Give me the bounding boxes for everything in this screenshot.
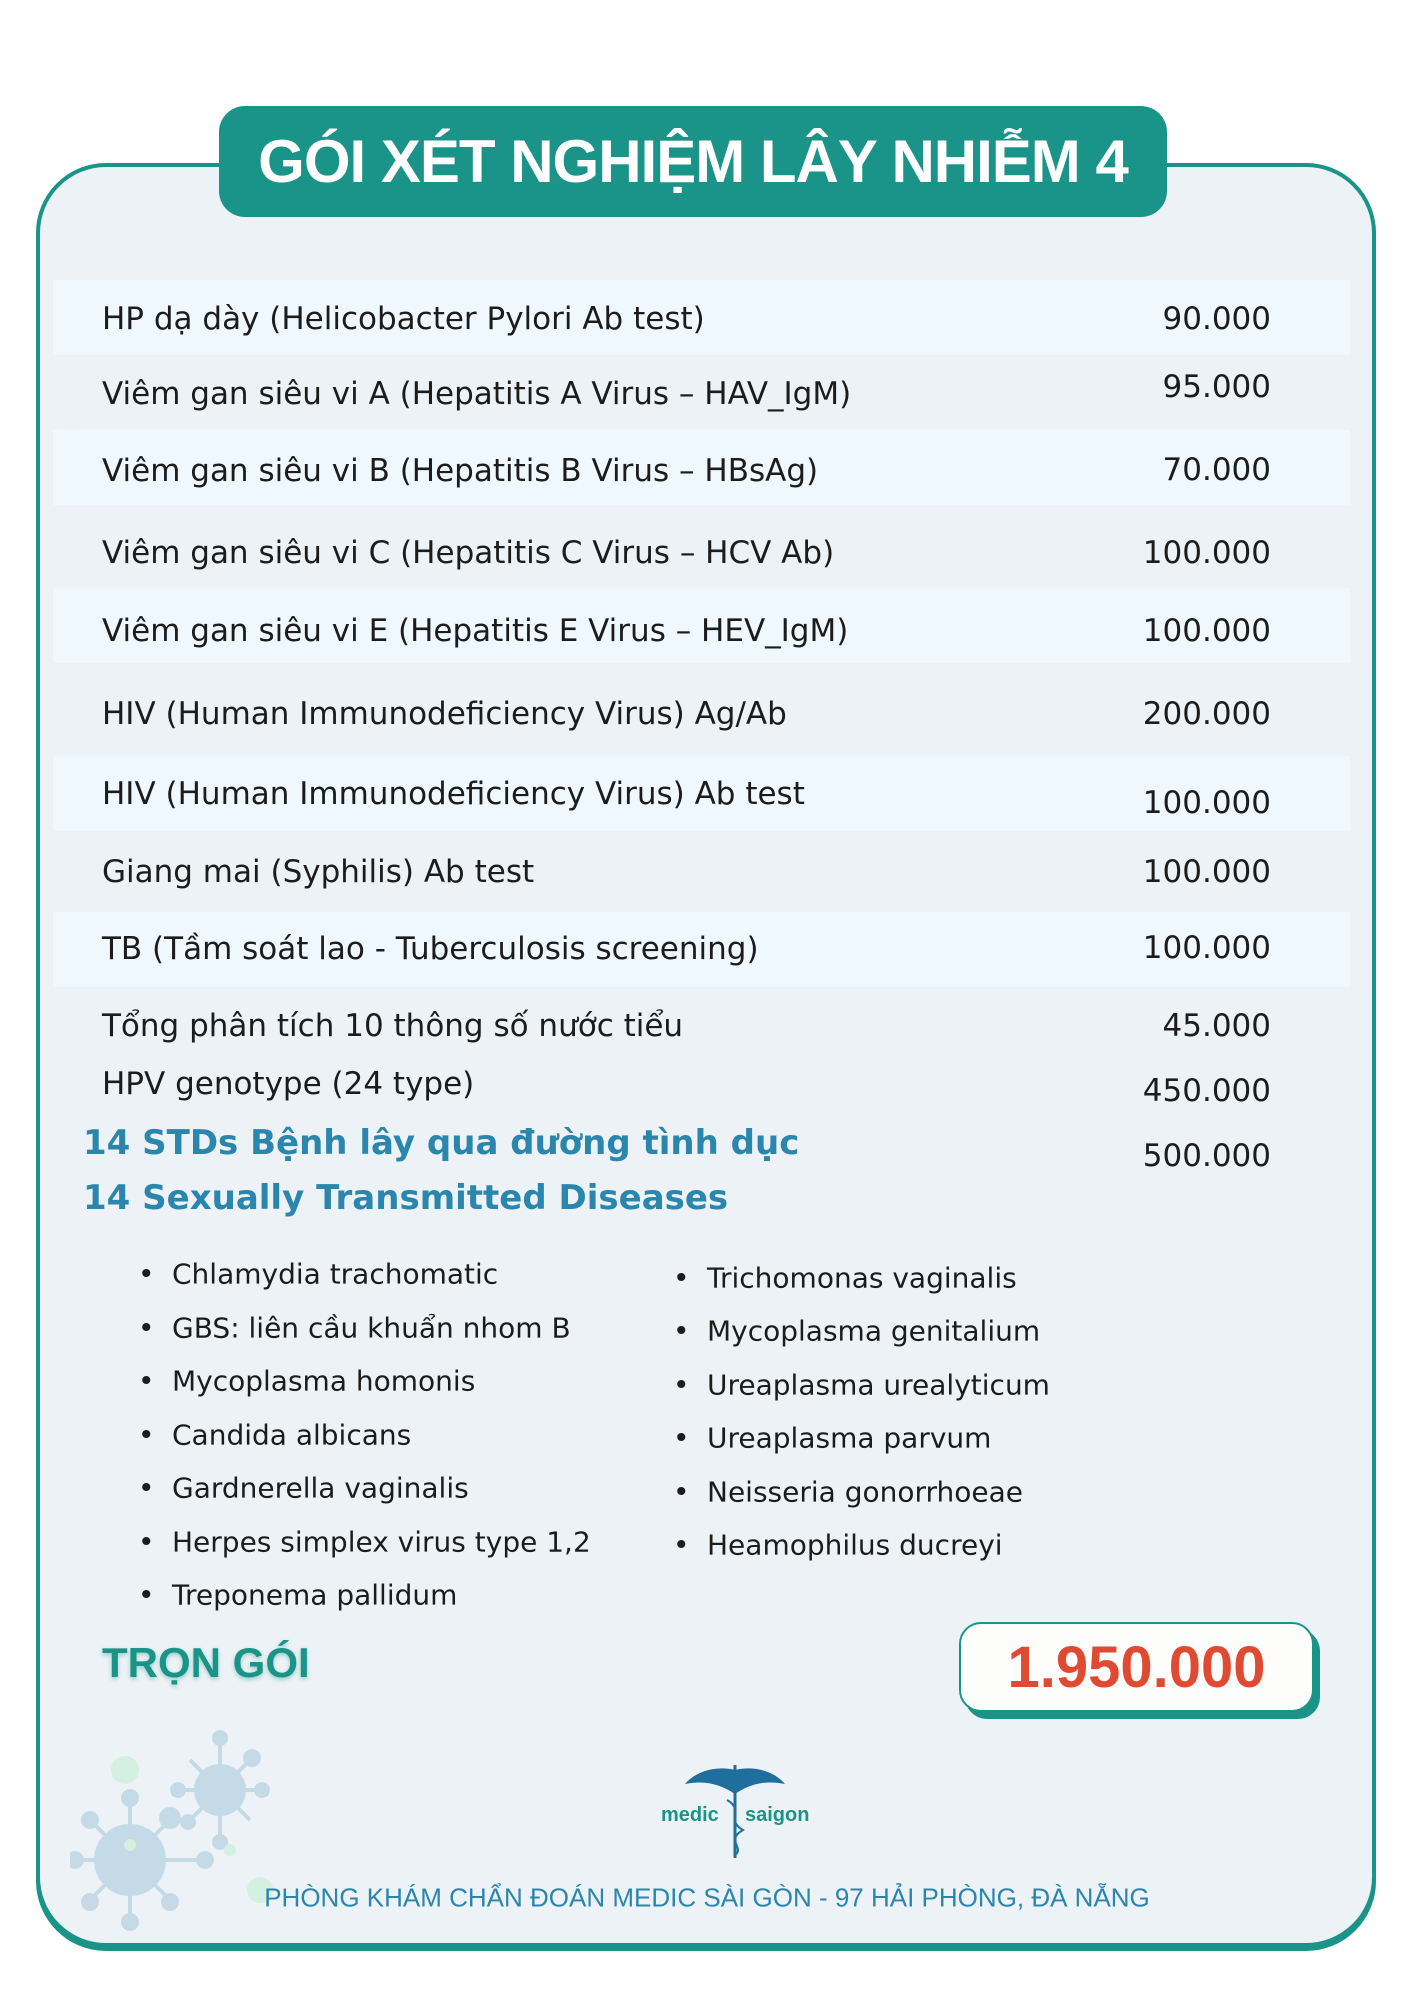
test-price: 95.000 [1162,369,1271,405]
std-item: • Treponema pallidum [172,1579,457,1612]
test-price: 450.000 [1142,1073,1271,1109]
test-price: 100.000 [1142,785,1271,821]
std-item: • Gardnerella vaginalis [172,1472,469,1505]
test-name: HIV (Human Immunodeficiency Virus) Ab test [102,776,805,812]
test-name: HIV (Human Immunodeficiency Virus) Ag/Ab [102,696,787,732]
logo-text: medic [661,1804,719,1826]
test-price: 100.000 [1142,613,1271,649]
std-item: • Candida albicans [172,1419,411,1452]
test-price: 90.000 [1162,301,1271,337]
package-label: TRỌN GÓI [102,1639,310,1686]
test-name: HP dạ dày (Helicobacter Pylori Ab test) [102,301,705,337]
package-price: 1.950.000 [959,1622,1314,1712]
test-name: Viêm gan siêu vi C (Hepatitis C Virus – HCV Ab) [102,535,835,571]
std-item: • Mycoplasma homonis [172,1365,475,1398]
std-item: • Herpes simplex virus type 1,2 [172,1526,591,1559]
std-price: 500.000 [1142,1138,1271,1174]
page-title: GÓI XÉT NGHIỆM LÂY NHIỄM 4 [219,106,1167,217]
logo-text: saigon [745,1804,810,1826]
test-name: HPV genotype (24 type) [102,1066,475,1102]
test-price: 200.000 [1142,696,1271,732]
test-price: 100.000 [1142,535,1271,571]
std-item: • Mycoplasma genitalium [707,1315,1040,1348]
test-name: Tổng phân tích 10 thông số nước tiểu [102,1008,684,1044]
std-item: • Chlamydia trachomatic [172,1258,498,1291]
test-price: 70.000 [1162,452,1271,488]
test-name: Viêm gan siêu vi B (Hepatitis B Virus – HBsAg) [102,453,819,489]
std-item: • Ureaplasma urealyticum [707,1369,1050,1402]
medic-saigon-logo [661,1760,810,1860]
std-item: • GBS: liên cầu khuẩn nhom B [172,1312,571,1345]
std-title-vi: 14 STDs Bệnh lây qua đường tình dục [83,1123,800,1163]
std-item: • Ureaplasma parvum [707,1422,991,1455]
std-item: • Trichomonas vaginalis [707,1262,1017,1295]
clinic-address: PHÒNG KHÁM CHẨN ĐOÁN MEDIC SÀI GÒN - 97 HẢI PHÒNG, ĐÀ NẴNG [264,1882,1150,1913]
std-title-en: 14 Sexually Transmitted Diseases [83,1178,729,1218]
test-name: Viêm gan siêu vi A (Hepatitis A Virus – HAV_IgM) [102,376,852,412]
test-name: Giang mai (Syphilis) Ab test [102,854,535,890]
test-price: 100.000 [1142,854,1271,890]
test-price: 45.000 [1162,1008,1271,1044]
std-item: • Neisseria gonorrhoeae [707,1476,1023,1509]
test-name: TB (Tầm soát lao - Tuberculosis screening) [102,931,759,967]
test-name: Viêm gan siêu vi E (Hepatitis E Virus – HEV_IgM) [102,613,849,649]
test-price: 100.000 [1142,930,1271,966]
std-item: • Heamophilus ducreyi [707,1529,1003,1562]
